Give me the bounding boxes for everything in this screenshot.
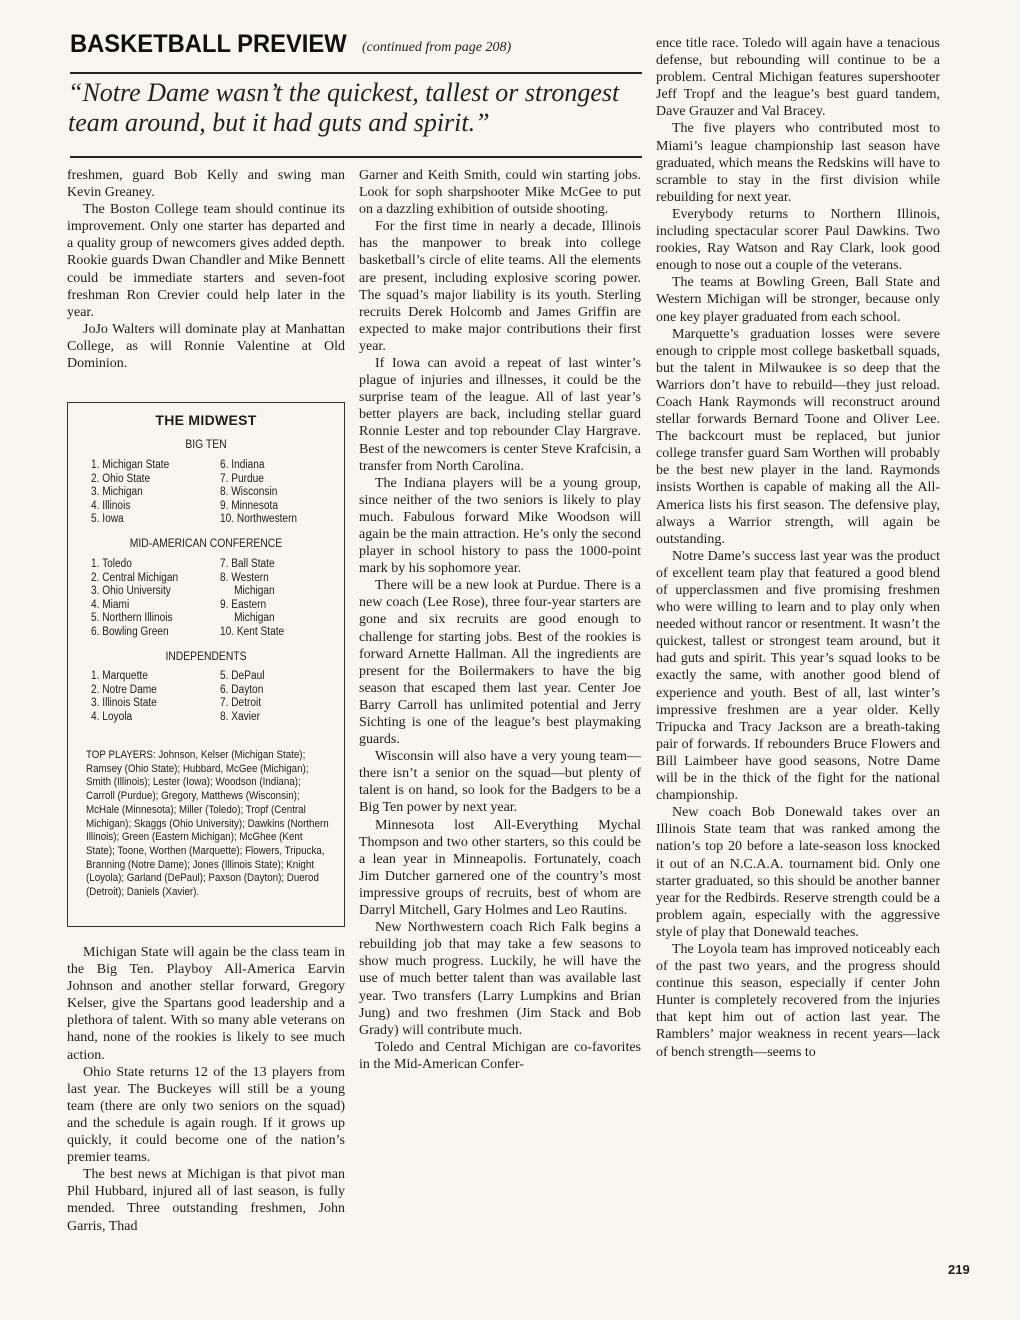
ranking-item: 8. Xavier <box>220 710 260 723</box>
paragraph: The Boston College team should continue its improvement. Only one starter has departed and a quality group of newcomers gives added depth. Rookie guards Dwan Chandler and Mike Bennett could be immediate starters and seven-foot freshman Ron Crevier could help later in the year. <box>67 202 345 320</box>
ranking-item: 4. Miami <box>91 598 130 611</box>
ranking-item: 2. Central Michigan <box>91 571 179 584</box>
ranking-item: 1. Marquette <box>91 670 148 682</box>
independents-heading: INDEPENDENTS <box>165 651 247 663</box>
big-ten-list-left <box>91 459 169 527</box>
header-rule <box>70 72 642 74</box>
ranking-item: 2. Notre Dame <box>91 683 157 696</box>
continued-note: (continued from page 208) <box>362 40 512 55</box>
paragraph: Garner and Keith Smith, could win starting jobs. Look for soph sharpshooter Mike McGee to put on a dazzling exhibition of outside shooting. <box>359 168 641 218</box>
ranking-item: 6. Indiana <box>220 459 265 471</box>
page-header <box>70 30 642 74</box>
mac-list-left <box>91 558 178 640</box>
big-ten-heading: BIG TEN <box>185 439 227 451</box>
paragraph: Toledo and Central Michigan are co-favorites in the Mid-American Confer- <box>359 1039 641 1072</box>
ranking-item: 6. Bowling Green <box>91 625 169 638</box>
column-3 <box>656 35 940 1061</box>
paragraph: The best news at Michigan is that pivot man Phil Hubbard, injured all of last season, is fully mended. Three outstanding freshmen, John Garris, Thad <box>67 1167 345 1234</box>
ranking-item: 7. Ball State <box>220 558 275 570</box>
ranking-item: 3. Illinois State <box>91 697 157 710</box>
paragraph: The teams at Bowling Green, Ball State and Western Michigan will be stronger, because only one key player graduated from each school. <box>656 275 940 325</box>
paragraph: There will be a new look at Purdue. There is a new coach (Lee Rose), three four-year starters are gone and six recruits are good enough to challenge for starting jobs. Best of the rookies is forward Arnette Hallman. All the ingredients are present for the Boilermakers to have the big season that escaped them last year. Center Joe Barry Carroll has unlimited potential and Jerry Sichting is one of the league’s best playmaking guards. <box>359 578 641 748</box>
ranking-item: 8. Wisconsin <box>220 486 278 499</box>
paragraph: New Northwestern coach Rich Falk begins a rebuilding job that may take a few seasons to show much progress. Luckily, he will have the use of much better talent than was available last year. Two transfers (Larry Lumpkins and Brian Jung) and two freshmen (Jim Stack and Bob Grady) will contribute much. <box>359 920 641 1038</box>
paragraph: Michigan State will again be the class team in the Big Ten. Playboy All-America Earvin Johnson and another stellar forward, Gregory Kelser, give the Spartans good leadership and a plethora of talent. With so many able veterans on hand, none of the rookies is likely to see much action. <box>67 945 345 1063</box>
paragraph: JoJo Walters will dominate play at Manhattan College, as will Ronnie Valentine at Old Dominion. <box>67 321 345 372</box>
paragraph: New coach Bob Donewald takes over an Illinois State team that was ranked among the nation’s top 20 before a late-season loss knocked it out of an N.C.A.A. tournament bid. Only one starter graduated, so this should be another banner year for the Redbirds. Reserve strength could be a problem again, especially with the aggressive style of play that Donewald teaches. <box>656 805 940 940</box>
ranking-item: 7. Purdue <box>220 472 264 485</box>
mac-heading: MID-AMERICAN CONFERENCE <box>129 538 283 550</box>
ranking-item: 4. Illinois <box>91 499 131 512</box>
midwest-sidebar <box>67 402 345 927</box>
pull-quote: “Notre Dame wasn’t the quickest, tallest or strongest team around, but it had guts and spirit.” <box>68 78 620 137</box>
paragraph: ence title race. Toledo will again have a tenacious defense, but rebounding will continue to be a problem. Central Michigan features supershooter Jeff Tropf and the league’s best guard tandem, Dave Grauzer and Val Bracey. <box>656 36 940 120</box>
paragraph: Everybody returns to Northern Illinois, including spectacular scorer Paul Dawkins. Two rookies, Ray Watson and Ray Clark, look good enough to nose out a couple of the veterans. <box>656 206 940 274</box>
paragraph: Minnesota lost All-Everything Mychal Thompson and two other starters, so this could be a lean year in Minneapolis. Fortunately, coach Jim Dutcher garnered one of the country’s most impressive groups of recruits, best of whom are Darryl Mitchell, Gary Holmes and Leo Rautins. <box>359 817 641 919</box>
big-ten-list-right <box>220 459 297 527</box>
ranking-item: 5. DePaul <box>220 670 265 682</box>
independents-list-left <box>91 670 157 724</box>
ranking-item: 2. Ohio State <box>91 472 151 485</box>
paragraph: For the first time in nearly a decade, Illinois has the manpower to break into college basketball’s circle of elite teams. All the elements are present, including explosive scoring power. The squad’s major liability is its youth. Sterling recruits Derek Holcomb and James Griffin are expected to make major contributions their first year. <box>359 219 641 354</box>
paragraph: The Loyola team has improved noticeably each of the past two years, and the progress should continue this season, especially if center John Hunter is completely recovered from the injuries that kept him out of action last year. The Ramblers’ major weakness in recent years—lack of bench strength—seems to <box>656 941 940 1060</box>
paragraph: If Iowa can avoid a repeat of last winter’s plague of injuries and illnesses, it could be the surprise team of the league. All of last year’s better players are back, including stellar guard Ronnie Lester and top rebounder Clay Hargrave. Best of the newcomers is center Steve Krafcisin, a transfer from North Carolina. <box>359 356 641 474</box>
page-number: 219 <box>948 1262 970 1277</box>
ranking-item: 9. Eastern <box>220 598 267 611</box>
independents-list-right <box>220 670 264 724</box>
paragraph: Notre Dame’s success last year was the product of excellent team play that featured a good blend of upperclassmen and five promising freshmen who were willing to learn and to play only when needed without rancor or resentment. It wasn’t the quickest, tallest or strongest team around, but it had guts and spirit. This year’s squad looks to be exactly the same, with another good blend of experience and youth. Best of all, last winter’s impressive freshmen are a year older. Kelly Tripucka and Tracy Jackson are a breath-taking pair of forwards. If rebounders Bruce Flowers and Bill Laimbeer have good seasons, Notre Dame will be in the thick of the fight for the national championship. <box>656 548 940 804</box>
ranking-item: 1. Michigan State <box>91 459 170 471</box>
ranking-item: Michigan <box>234 612 275 625</box>
column-1-bottom <box>67 944 345 1235</box>
section-title: BASKETBALL PREVIEW <box>70 30 347 58</box>
quote-rule <box>70 156 642 158</box>
ranking-item: 10. Northwestern <box>220 513 298 526</box>
paragraph: The Indiana players will be a young group, since neither of the two seniors is likely to play much. Fabulous forward Mike Woodson will again be the main attraction. He’s only the second player in school history to pass the 1000-point mark by his sophomore year. <box>359 475 641 577</box>
column-1-top <box>67 167 345 372</box>
ranking-item: 3. Michigan <box>91 486 143 499</box>
ranking-item: 4. Loyola <box>91 710 133 723</box>
ranking-item: 1. Toledo <box>91 558 132 570</box>
ranking-item: Michigan <box>234 585 275 598</box>
ranking-item: 9. Minnesota <box>220 499 278 512</box>
paragraph: Marquette’s graduation losses were severe enough to cripple most college basketball squads, but the talent in Milwaukee is so deep that the Warriors don’t have to rebuild—they just reload. Coach Hank Raymonds will reconstruct around stellar forwards Bernard Toone and Oliver Lee. The backcourt must be replaced, but junior college transfer guard Sam Worthen will probably be the best new player in the land. Raymonds insists Worthen is capable of making all the All-America lists his first season. The defensive play, always a Warrior strength, will again be outstanding. <box>656 326 940 547</box>
ranking-item: 6. Dayton <box>220 683 264 696</box>
paragraph: The five players who contributed most to Miami’s league championship last season have graduated, which means the Redskins will have to scramble to stay in the first division while rebuilding for next year. <box>656 121 940 205</box>
mac-list-right <box>220 558 284 640</box>
column-2 <box>359 167 641 1073</box>
paragraph: Wisconsin will also have a very young team—there isn’t a senior on the squad—but plenty of talent is on hand, so look for the Badgers to be a Big Ten power by next year. <box>359 749 641 816</box>
top-players: TOP PLAYERS: Johnson, Kelser (Michigan State); Ramsey (Ohio State); Hubbard, McGee (Michigan); Smith (Illinois); Lester (Iowa); Woodson (Indiana); Carroll (Purdue); Gregory, Matthews (Wisconsin); McHale (Minnesota); Miller (Toledo); Tropf (Central Michigan); Skaggs (Ohio University); Dawkins (Northern Illinois); Green (Eastern Michigan); McGhee (Kent State); Toone, Worthen (Marquette); Flowers, Tripucka, Branning (Notre Dame); Jones (Illinois State); Knight (Loyola); Garland (DePaul); Paxson (Dayton); Duerod (Detroit); Daniels (Xavier). <box>86 749 329 899</box>
paragraph: Ohio State returns 12 of the 13 players from last year. The Buckeyes will still be a young team (there are only two seniors on the squad) and the schedule is again rough. If it grows up quickly, it could become one of the nation’s premier teams. <box>67 1064 345 1166</box>
ranking-item: 5. Iowa <box>91 513 124 526</box>
ranking-item: 8. Western <box>220 571 269 584</box>
ranking-item: 5. Northern Illinois <box>91 612 173 625</box>
ranking-item: 3. Ohio University <box>91 585 171 598</box>
ranking-item: 10. Kent State <box>220 625 285 638</box>
ranking-item: 7. Detroit <box>220 697 262 710</box>
sidebar-title: THE MIDWEST <box>155 412 257 428</box>
paragraph: freshmen, guard Bob Kelly and swing man Kevin Greaney. <box>67 168 345 201</box>
